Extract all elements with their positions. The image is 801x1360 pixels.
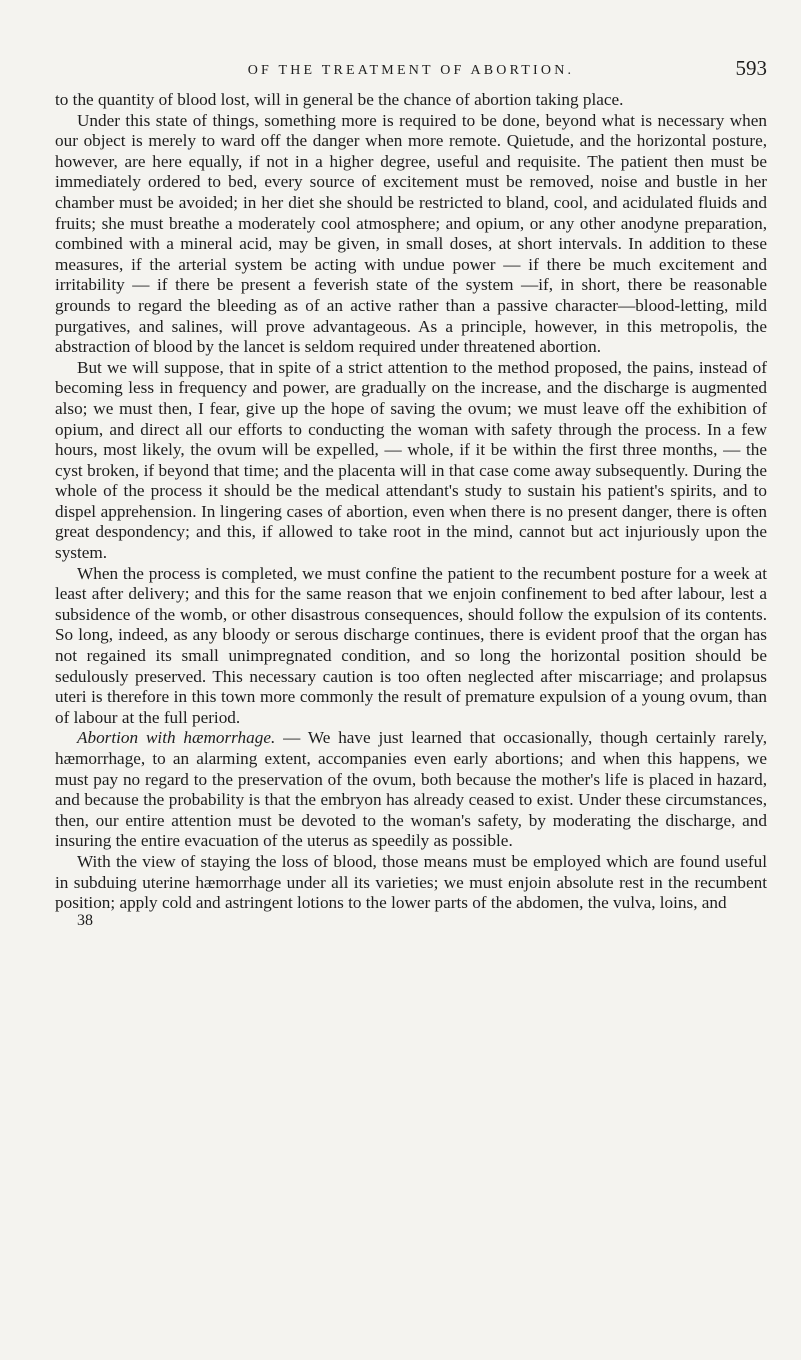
paragraph-continuation: to the quantity of blood lost, will in general be the chance of abortion taking place.	[55, 90, 624, 109]
paragraph-staying-blood-loss: With the view of staying the loss of blood, those means must be employed which are found useful in subduing uterine hæmorrhage under all its varieties; we must enjoin absolute rest in the recumbent position; apply cold and astringent lotions to the lower parts of the abdomen, the vulva, loins, and	[55, 851, 767, 913]
book-page	[55, 50, 767, 928]
paragraph-recumbent-posture	[55, 564, 767, 729]
paragraph-abortion-with-haemorrhage	[55, 728, 767, 852]
page-number: 593	[735, 56, 767, 80]
running-head	[55, 50, 767, 90]
running-title: OF THE TREATMENT OF ABORTION.	[247, 63, 575, 78]
paragraph-threatened-abortion-measures: Under this state of things, something more is required to be done, beyond what is necessary when our object is merely to ward off the danger when more remote. Quietude, and the horizontal posture, however, are here equally, if not in a higher degree, useful and requisite. The patient then must be immediately ordered to bed, every source of excitement must be removed, noise and bustle in her chamber must be avoided; in her diet she should be restricted to bland, cool, and acidulated fluids and fruits; she must breathe a moderately cool atmosphere; and opium, or any other anodyne preparation, combined with a mineral acid, may be given, in small doses, at short intervals. In addition to these measures, if the arterial system be acting with undue power — if there be much excitement and irritability — if there be present a feverish state of the system —if, in short, there be reasonable grounds to regard the bleeding as of an active rather than a passive character—blood-letting, mild purgatives, and salines, will prove advantageous. As a principle, however, in this metropolis, the abstraction of blood by the lancet is seldom required under threatened abortion.	[55, 110, 767, 357]
section-heading-italic: Abortion with hæmorrhage.	[77, 728, 276, 748]
body-text	[55, 90, 767, 928]
paragraph-recumbent-posture-text: When the process is completed, we must confine the patient to the recumbent posture for a week at least after delivery; and this for the same reason that we enjoin confinement to bed after labour, lest a subsidence of the womb, or other disastrous consequences, should follow the expulsion of its contents. So long, indeed, as any bloody or serous discharge continues, there is evident proof that the organ has not regained its small unimpregnated condition, and so long the horizontal position should be sedulously preserved. This necessary caution is too often neglected after miscarriage; and prolapsus uteri is therefore in this town more commonly the result of premature expulsion of a young ovum, than of labour at the full period.	[55, 563, 767, 727]
signature-mark: 38	[77, 911, 93, 929]
paragraph-inevitable-abortion: But we will suppose, that in spite of a strict attention to the method proposed, the pains, instead of becoming less in frequency and power, are gradually on the increase, and the discharge is augmented also; we must then, I fear, give up the hope of saving the ovum; we must leave off the exhibition of opium, and direct all our efforts to conducting the woman with safety through the process. In a few hours, most likely, the ovum will be expelled, — whole, if it be within the first three months, — the cyst broken, if beyond that time; and the placenta will in that case come away subsequently. During the whole of the process it should be the medical attendant's study to sustain his patient's spirits, and to dispel apprehension. In lingering cases of abortion, even when there is no present danger, there is often great despondency; and this, if allowed to take root in the mind, cannot but act injuriously upon the system.	[55, 357, 767, 563]
paragraph-abortion-with-haemorrhage-text: — We have just learned that occasionally, though certainly rarely, hæmorrhage, to an alarming extent, accompanies even early abortions; and when this happens, we must pay no regard to the preservation of the ovum, both because the mother's life is placed in hazard, and because the probability is that the embryon has already ceased to exist. Under these circumstances, then, our entire attention must be devoted to the woman's safety, by moderating the discharge, and insuring the entire evacuation of the uterus as speedily as possible.	[55, 728, 767, 851]
